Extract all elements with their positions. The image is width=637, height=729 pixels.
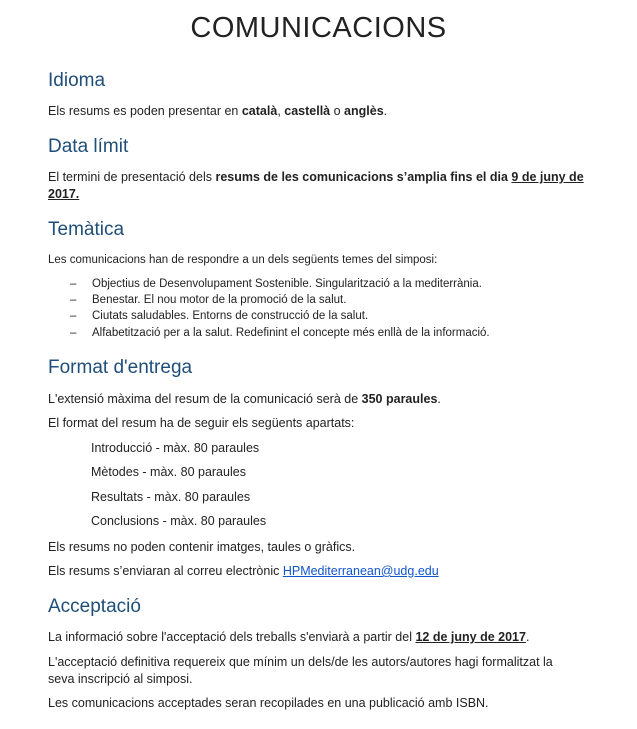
bullet-dash: – [70,294,77,306]
tematica-intro: Les comunicacions han de respondre a un dels següents temes del simposi: [48,254,438,266]
acceptacio-p2 [48,654,593,688]
email-link[interactable]: HPMediterranean@udg.edu [282,564,439,578]
email-line [48,563,593,580]
sep1: , [277,104,285,118]
data-limit-bold: resums de les comunicacions s’amplia fins el dia [215,170,512,184]
list-item [70,325,490,341]
list-item [70,292,346,308]
p1-end: . [525,630,530,644]
p2-line1: L'acceptació definitiva requereix que mínim un dels/de les autors/autores hagi formalitzat la [48,655,553,669]
data-limit-text [48,169,593,203]
p1-text: La informació sobre l'acceptació dels treballs s'enviarà a partir del [48,630,416,644]
format-extension [48,391,593,408]
ext-text: L'extensió màxima del resum de la comunicació serà de [48,392,362,406]
ext-end: . [437,392,441,406]
heading-data-limit: Data límit [48,136,129,157]
list-item [70,276,482,292]
bullet-dash: – [70,327,77,339]
deadline-date-1: 9 de juny de [511,170,584,184]
email-text: Els resums s’enviaran al correu electrònic [48,564,283,578]
lang-castellano: castellà [284,104,331,118]
data-limit-text-a: El termini de presentació dels [48,170,216,184]
format-sections-intro: El format del resum ha de seguir els següents apartats: [48,416,355,430]
lang-catalan: català [241,104,278,118]
list-item [70,308,368,324]
acceptance-date: 12 de juny de 2017 [415,630,526,644]
acceptacio-p3: Les comunicacions acceptades seran recopilades en una publicació amb ISBN. [48,696,489,710]
heading-acceptacio: Acceptació [48,596,141,617]
idioma-end: . [383,104,388,118]
page-title: COMUNICACIONS [190,12,447,44]
heading-tematica: Temàtica [48,219,125,240]
heading-idioma: Idioma [48,70,106,91]
bullet-dash: – [70,278,77,290]
topic-3: Ciutats saludables. Entorns de construcció de la salut. [92,310,369,322]
topic-4: Alfabetització per a la salut. Redefinint el concepte més enllà de la informació. [92,327,490,339]
acceptacio-p1 [48,629,593,646]
section-item-introduccio: Introducció - màx. 80 paraules [91,441,260,455]
idioma-text-a: Els resums es poden presentar en [48,104,242,118]
ext-bold: 350 paraules [361,392,438,406]
idioma-text [48,103,593,120]
topic-1: Objectius de Desenvolupament Sostenible. Singularització a la mediterrània. [92,278,482,290]
section-item-metodes: Mètodes - màx. 80 paraules [91,465,246,479]
heading-format: Format d'entrega [48,357,193,378]
p2-line2: seva inscripció al simposi. [48,672,193,686]
bullet-dash: – [70,310,77,322]
section-item-conclusions: Conclusions - màx. 80 paraules [91,514,267,528]
topic-2: Benestar. El nou motor de la promoció de la salut. [92,294,347,306]
lang-english: anglès [344,104,384,118]
sep2: o [330,104,345,118]
section-item-resultats: Resultats - màx. 80 paraules [91,490,251,504]
no-images-note: Els resums no poden contenir imatges, taules o gràfics. [48,540,356,554]
deadline-date-2: 2017. [48,187,80,201]
